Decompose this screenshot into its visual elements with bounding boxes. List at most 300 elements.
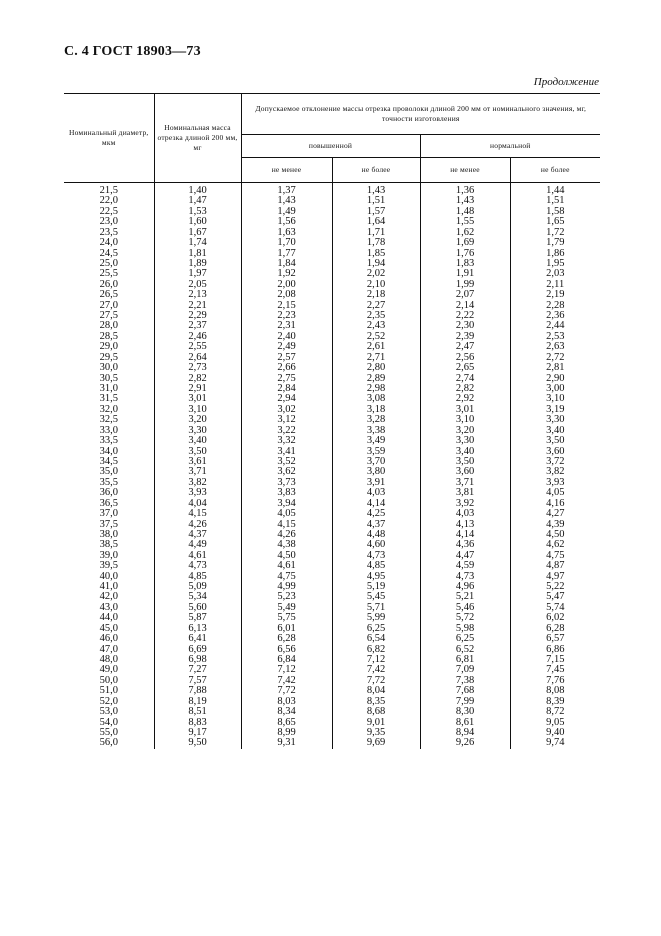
normal-min-cell: 2,65 <box>420 363 510 373</box>
mass-cell: 4,26 <box>154 520 241 530</box>
diameter-cell: 56,0 <box>99 737 118 749</box>
increased-min-cell: 6,84 <box>241 655 332 665</box>
table-row <box>64 183 600 197</box>
table-row <box>64 676 600 686</box>
diameter-cell: 34,0 <box>99 445 118 457</box>
increased-max-cell: 1,85 <box>332 249 420 259</box>
diameter-cell: 24,5 <box>99 247 118 259</box>
table-row <box>64 634 600 644</box>
normal-max-cell: 2,36 <box>510 311 600 321</box>
mass-cell: 6,13 <box>154 624 241 634</box>
mass-cell: 9,17 <box>154 728 241 738</box>
table-row <box>64 467 600 477</box>
diameter-cell: 31,5 <box>99 393 118 405</box>
normal-min-cell: 6,25 <box>420 634 510 644</box>
header-increased: повышенной <box>241 135 420 158</box>
increased-min-cell: 1,56 <box>241 217 332 227</box>
normal-min-cell: 6,81 <box>420 655 510 665</box>
normal-max-cell: 1,79 <box>510 238 600 248</box>
increased-max-cell: 5,99 <box>332 613 420 623</box>
diameter-cell: 51,0 <box>99 685 118 697</box>
normal-max-cell: 1,86 <box>510 249 600 259</box>
normal-min-cell: 1,91 <box>420 269 510 279</box>
mass-cell: 1,81 <box>154 249 241 259</box>
normal-min-cell: 1,43 <box>420 196 510 206</box>
normal-max-cell: 1,72 <box>510 228 600 238</box>
normal-max-cell: 1,95 <box>510 259 600 269</box>
increased-min-cell: 8,99 <box>241 728 332 738</box>
normal-max-cell: 2,28 <box>510 301 600 311</box>
increased-min-cell: 6,01 <box>241 624 332 634</box>
normal-min-cell: 7,38 <box>420 676 510 686</box>
increased-min-cell: 2,08 <box>241 290 332 300</box>
continuation-label: Продолжение <box>533 76 599 88</box>
normal-max-cell: 4,05 <box>510 488 600 498</box>
diameter-cell: 30,5 <box>99 372 118 384</box>
mass-cell: 2,21 <box>154 301 241 311</box>
normal-min-cell: 2,14 <box>420 301 510 311</box>
increased-max-cell: 4,37 <box>332 520 420 530</box>
table-row <box>64 238 600 248</box>
diameter-cell: 22,5 <box>99 205 118 217</box>
header-normal-min: не менее <box>420 158 510 183</box>
increased-max-cell: 2,61 <box>332 342 420 352</box>
table-row <box>64 447 600 457</box>
normal-min-cell: 4,73 <box>420 572 510 582</box>
normal-max-cell: 3,19 <box>510 405 600 415</box>
normal-min-cell: 7,99 <box>420 697 510 707</box>
table-row <box>64 374 600 384</box>
table-row <box>64 321 600 331</box>
increased-min-cell: 3,52 <box>241 457 332 467</box>
increased-max-cell: 4,14 <box>332 499 420 509</box>
normal-max-cell: 2,44 <box>510 321 600 331</box>
normal-min-cell: 3,20 <box>420 426 510 436</box>
table-row <box>64 457 600 467</box>
mass-cell: 5,09 <box>154 582 241 592</box>
increased-max-cell: 2,71 <box>332 353 420 363</box>
table-row <box>64 426 600 436</box>
table-row <box>64 665 600 675</box>
mass-cell: 8,83 <box>154 718 241 728</box>
table-row <box>64 280 600 290</box>
diameter-cell: 37,5 <box>99 518 118 530</box>
normal-max-cell: 4,39 <box>510 520 600 530</box>
normal-max-cell: 8,39 <box>510 697 600 707</box>
normal-max-cell: 1,44 <box>510 183 600 197</box>
increased-max-cell: 9,01 <box>332 718 420 728</box>
mass-cell: 5,87 <box>154 613 241 623</box>
table-row <box>64 394 600 404</box>
mass-cell: 3,82 <box>154 478 241 488</box>
normal-min-cell: 1,99 <box>420 280 510 290</box>
mass-cell: 4,49 <box>154 540 241 550</box>
normal-min-cell: 4,96 <box>420 582 510 592</box>
increased-min-cell: 2,15 <box>241 301 332 311</box>
table-row <box>64 436 600 446</box>
increased-min-cell: 6,28 <box>241 634 332 644</box>
normal-min-cell: 1,76 <box>420 249 510 259</box>
normal-min-cell: 5,72 <box>420 613 510 623</box>
increased-max-cell: 2,80 <box>332 363 420 373</box>
increased-min-cell: 4,15 <box>241 520 332 530</box>
increased-max-cell: 3,28 <box>332 415 420 425</box>
header-normal: нормальной <box>420 135 600 158</box>
increased-max-cell: 9,69 <box>332 738 420 748</box>
increased-min-cell: 1,37 <box>241 183 332 197</box>
diameter-cell: 36,0 <box>99 487 118 499</box>
header-deviation: Допускаемое отклонение массы отрезка проволоки длиной 200 мм от номинального значения, мг, точности изготовления <box>241 94 600 135</box>
normal-min-cell: 2,22 <box>420 311 510 321</box>
mass-cell: 2,13 <box>154 290 241 300</box>
normal-min-cell: 3,40 <box>420 447 510 457</box>
normal-max-cell: 1,65 <box>510 217 600 227</box>
normal-min-cell: 1,69 <box>420 238 510 248</box>
increased-max-cell: 6,25 <box>332 624 420 634</box>
normal-max-cell: 2,81 <box>510 363 600 373</box>
normal-min-cell: 1,83 <box>420 259 510 269</box>
table-row <box>64 520 600 530</box>
diameter-cell: 29,5 <box>99 351 118 363</box>
normal-min-cell: 7,09 <box>420 665 510 675</box>
table-row <box>64 478 600 488</box>
diameter-cell: 54,0 <box>99 716 118 728</box>
normal-max-cell: 2,72 <box>510 353 600 363</box>
normal-min-cell: 3,71 <box>420 478 510 488</box>
normal-max-cell: 3,40 <box>510 426 600 436</box>
diameter-cell: 30,0 <box>99 362 118 374</box>
normal-max-cell: 2,63 <box>510 342 600 352</box>
increased-min-cell: 3,32 <box>241 436 332 446</box>
normal-min-cell: 8,94 <box>420 728 510 738</box>
normal-max-cell: 3,00 <box>510 384 600 394</box>
normal-min-cell: 5,46 <box>420 603 510 613</box>
mass-cell: 5,60 <box>154 603 241 613</box>
page-header: С. 4 ГОСТ 18903—73 <box>64 44 201 59</box>
diameter-cell: 33,5 <box>99 435 118 447</box>
increased-max-cell: 9,35 <box>332 728 420 738</box>
increased-max-cell: 7,12 <box>332 655 420 665</box>
normal-min-cell: 4,14 <box>420 530 510 540</box>
header-increased-min: не менее <box>241 158 332 183</box>
table-row <box>64 269 600 279</box>
increased-min-cell: 2,40 <box>241 332 332 342</box>
normal-max-cell: 4,97 <box>510 572 600 582</box>
wire-mass-table <box>64 93 600 749</box>
diameter-cell: 35,0 <box>99 466 118 478</box>
increased-max-cell: 6,54 <box>332 634 420 644</box>
table-row <box>64 728 600 738</box>
mass-cell: 2,64 <box>154 353 241 363</box>
table-row <box>64 332 600 342</box>
table-row <box>64 582 600 592</box>
mass-cell: 2,82 <box>154 374 241 384</box>
increased-min-cell: 2,23 <box>241 311 332 321</box>
normal-max-cell: 8,08 <box>510 686 600 696</box>
mass-cell: 9,50 <box>154 738 241 748</box>
diameter-cell: 28,5 <box>99 330 118 342</box>
increased-min-cell: 3,62 <box>241 467 332 477</box>
increased-min-cell: 4,61 <box>241 561 332 571</box>
normal-max-cell: 6,86 <box>510 645 600 655</box>
normal-max-cell: 7,76 <box>510 676 600 686</box>
table-body <box>64 183 600 749</box>
mass-cell: 8,51 <box>154 707 241 717</box>
increased-min-cell: 5,23 <box>241 592 332 602</box>
table-row <box>64 207 600 217</box>
increased-max-cell: 2,43 <box>332 321 420 331</box>
normal-min-cell: 4,13 <box>420 520 510 530</box>
diameter-cell: 33,0 <box>99 424 118 436</box>
increased-max-cell: 8,35 <box>332 697 420 707</box>
normal-min-cell: 1,62 <box>420 228 510 238</box>
mass-cell: 5,34 <box>154 592 241 602</box>
increased-min-cell: 1,70 <box>241 238 332 248</box>
normal-min-cell: 5,98 <box>420 624 510 634</box>
increased-max-cell: 5,19 <box>332 582 420 592</box>
normal-max-cell: 6,02 <box>510 613 600 623</box>
normal-max-cell: 2,90 <box>510 374 600 384</box>
normal-max-cell: 4,16 <box>510 499 600 509</box>
increased-min-cell: 4,05 <box>241 509 332 519</box>
normal-min-cell: 3,50 <box>420 457 510 467</box>
table-row <box>64 572 600 582</box>
table-row <box>64 415 600 425</box>
table-row <box>64 645 600 655</box>
increased-min-cell: 1,77 <box>241 249 332 259</box>
table-row <box>64 707 600 717</box>
normal-max-cell: 7,45 <box>510 665 600 675</box>
normal-min-cell: 4,59 <box>420 561 510 571</box>
increased-max-cell: 3,38 <box>332 426 420 436</box>
increased-min-cell: 3,73 <box>241 478 332 488</box>
mass-cell: 8,19 <box>154 697 241 707</box>
mass-cell: 3,20 <box>154 415 241 425</box>
increased-max-cell: 7,42 <box>332 665 420 675</box>
normal-max-cell: 6,57 <box>510 634 600 644</box>
increased-min-cell: 4,50 <box>241 551 332 561</box>
increased-min-cell: 1,63 <box>241 228 332 238</box>
mass-cell: 1,67 <box>154 228 241 238</box>
diameter-cell: 24,0 <box>99 237 118 249</box>
normal-min-cell: 2,47 <box>420 342 510 352</box>
table-row <box>64 196 600 206</box>
diameter-cell: 47,0 <box>99 643 118 655</box>
normal-min-cell: 6,52 <box>420 645 510 655</box>
normal-min-cell: 7,68 <box>420 686 510 696</box>
table-row <box>64 603 600 613</box>
mass-cell: 2,46 <box>154 332 241 342</box>
table-row <box>64 259 600 269</box>
normal-max-cell: 3,30 <box>510 415 600 425</box>
header-mass: Номинальная масса отрезка длиной 200 мм, мг <box>154 94 241 183</box>
increased-min-cell: 6,56 <box>241 645 332 655</box>
increased-max-cell: 1,57 <box>332 207 420 217</box>
mass-cell: 1,89 <box>154 259 241 269</box>
increased-max-cell: 7,72 <box>332 676 420 686</box>
table-row <box>64 530 600 540</box>
table-row <box>64 311 600 321</box>
normal-min-cell: 3,92 <box>420 499 510 509</box>
normal-max-cell: 2,19 <box>510 290 600 300</box>
increased-max-cell: 3,70 <box>332 457 420 467</box>
normal-min-cell: 8,30 <box>420 707 510 717</box>
increased-max-cell: 3,59 <box>332 447 420 457</box>
increased-min-cell: 3,02 <box>241 405 332 415</box>
table-row <box>64 551 600 561</box>
mass-cell: 2,91 <box>154 384 241 394</box>
diameter-cell: 45,0 <box>99 622 118 634</box>
increased-max-cell: 4,25 <box>332 509 420 519</box>
mass-cell: 2,29 <box>154 311 241 321</box>
increased-min-cell: 3,83 <box>241 488 332 498</box>
normal-min-cell: 2,39 <box>420 332 510 342</box>
diameter-cell: 50,0 <box>99 674 118 686</box>
diameter-cell: 21,5 <box>99 185 118 196</box>
increased-min-cell: 1,92 <box>241 269 332 279</box>
mass-cell: 6,41 <box>154 634 241 644</box>
increased-max-cell: 1,51 <box>332 196 420 206</box>
normal-min-cell: 4,36 <box>420 540 510 550</box>
increased-min-cell: 5,49 <box>241 603 332 613</box>
normal-min-cell: 3,60 <box>420 467 510 477</box>
mass-cell: 7,88 <box>154 686 241 696</box>
increased-min-cell: 2,31 <box>241 321 332 331</box>
normal-min-cell: 9,26 <box>420 738 510 748</box>
increased-min-cell: 8,34 <box>241 707 332 717</box>
increased-min-cell: 1,49 <box>241 207 332 217</box>
increased-min-cell: 2,75 <box>241 374 332 384</box>
increased-max-cell: 2,18 <box>332 290 420 300</box>
normal-min-cell: 3,81 <box>420 488 510 498</box>
mass-cell: 7,27 <box>154 665 241 675</box>
normal-min-cell: 2,30 <box>420 321 510 331</box>
diameter-cell: 37,0 <box>99 508 118 520</box>
normal-max-cell: 7,15 <box>510 655 600 665</box>
increased-max-cell: 2,98 <box>332 384 420 394</box>
increased-min-cell: 9,31 <box>241 738 332 748</box>
increased-min-cell: 2,84 <box>241 384 332 394</box>
table-row <box>64 384 600 394</box>
mass-cell: 3,93 <box>154 488 241 498</box>
normal-max-cell: 2,53 <box>510 332 600 342</box>
increased-max-cell: 4,03 <box>332 488 420 498</box>
increased-min-cell: 2,00 <box>241 280 332 290</box>
table-row <box>64 509 600 519</box>
increased-max-cell: 1,94 <box>332 259 420 269</box>
table-row <box>64 738 600 748</box>
mass-cell: 2,73 <box>154 363 241 373</box>
normal-min-cell: 4,47 <box>420 551 510 561</box>
diameter-cell: 46,0 <box>99 633 118 645</box>
header-diameter: Номинальный диаметр, мкм <box>64 94 154 183</box>
data-table-container <box>64 93 600 749</box>
normal-max-cell: 9,40 <box>510 728 600 738</box>
mass-cell: 2,55 <box>154 342 241 352</box>
diameter-cell: 26,5 <box>99 289 118 301</box>
normal-min-cell: 2,92 <box>420 394 510 404</box>
increased-max-cell: 2,27 <box>332 301 420 311</box>
increased-max-cell: 4,73 <box>332 551 420 561</box>
diameter-cell: 22,0 <box>99 195 118 207</box>
diameter-cell: 44,0 <box>99 612 118 624</box>
diameter-cell: 32,5 <box>99 414 118 426</box>
increased-max-cell: 1,78 <box>332 238 420 248</box>
table-row <box>64 540 600 550</box>
normal-min-cell: 2,56 <box>420 353 510 363</box>
mass-cell: 3,40 <box>154 436 241 446</box>
normal-min-cell: 2,82 <box>420 384 510 394</box>
increased-max-cell: 4,48 <box>332 530 420 540</box>
mass-cell: 3,01 <box>154 394 241 404</box>
increased-max-cell: 8,68 <box>332 707 420 717</box>
diameter-cell: 25,5 <box>99 268 118 280</box>
normal-max-cell: 5,47 <box>510 592 600 602</box>
table-row <box>64 217 600 227</box>
header-increased-max: не более <box>332 158 420 183</box>
table-row <box>64 488 600 498</box>
mass-cell: 3,61 <box>154 457 241 467</box>
diameter-cell: 41,0 <box>99 581 118 593</box>
increased-max-cell: 5,45 <box>332 592 420 602</box>
mass-cell: 3,71 <box>154 467 241 477</box>
mass-cell: 3,30 <box>154 426 241 436</box>
normal-max-cell: 4,75 <box>510 551 600 561</box>
table-row <box>64 686 600 696</box>
increased-max-cell: 5,71 <box>332 603 420 613</box>
increased-min-cell: 7,42 <box>241 676 332 686</box>
table-row <box>64 561 600 571</box>
table-row <box>64 290 600 300</box>
increased-min-cell: 2,57 <box>241 353 332 363</box>
increased-max-cell: 1,71 <box>332 228 420 238</box>
normal-max-cell: 2,11 <box>510 280 600 290</box>
mass-cell: 4,85 <box>154 572 241 582</box>
mass-cell: 1,74 <box>154 238 241 248</box>
normal-min-cell: 4,03 <box>420 509 510 519</box>
normal-max-cell: 3,10 <box>510 394 600 404</box>
normal-min-cell: 3,10 <box>420 415 510 425</box>
normal-min-cell: 1,48 <box>420 207 510 217</box>
normal-max-cell: 3,82 <box>510 467 600 477</box>
normal-min-cell: 8,61 <box>420 718 510 728</box>
increased-min-cell: 3,94 <box>241 499 332 509</box>
increased-max-cell: 2,02 <box>332 269 420 279</box>
diameter-cell: 40,0 <box>99 570 118 582</box>
increased-max-cell: 2,52 <box>332 332 420 342</box>
normal-max-cell: 1,51 <box>510 196 600 206</box>
diameter-cell: 39,0 <box>99 549 118 561</box>
mass-cell: 1,47 <box>154 196 241 206</box>
mass-cell: 4,61 <box>154 551 241 561</box>
normal-max-cell: 3,50 <box>510 436 600 446</box>
increased-max-cell: 8,04 <box>332 686 420 696</box>
normal-max-cell: 9,74 <box>510 738 600 748</box>
diameter-cell: 42,0 <box>99 591 118 603</box>
diameter-cell: 55,0 <box>99 726 118 738</box>
normal-max-cell: 3,60 <box>510 447 600 457</box>
table-row <box>64 697 600 707</box>
increased-max-cell: 1,64 <box>332 217 420 227</box>
diameter-cell: 38,0 <box>99 528 118 540</box>
increased-max-cell: 4,60 <box>332 540 420 550</box>
increased-max-cell: 3,18 <box>332 405 420 415</box>
mass-cell: 1,53 <box>154 207 241 217</box>
diameter-cell: 27,5 <box>99 310 118 322</box>
increased-min-cell: 4,75 <box>241 572 332 582</box>
increased-max-cell: 2,89 <box>332 374 420 384</box>
table-row <box>64 363 600 373</box>
